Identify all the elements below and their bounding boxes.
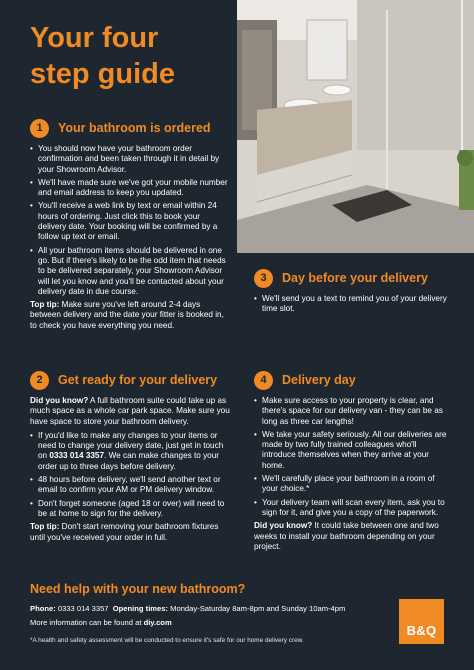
list-item: • You should now have your bathroom order confirmation and been taken through it in detail by your Showroom Advisor. (30, 144, 230, 175)
more-info-text: More information can be found at (30, 618, 144, 627)
step-2 (30, 370, 230, 546)
website-link[interactable]: diy.com (143, 618, 172, 627)
step-1-number: 1 (30, 119, 49, 138)
did-you-know-label: Did you know? (30, 396, 89, 405)
help-phone[interactable]: 0333 014 3357 (55, 604, 109, 613)
list-item: • We'll have made sure we've got your mobile number and email address to keep you updated. (30, 178, 230, 199)
phone-number[interactable]: 0333 014 3357 (49, 451, 105, 461)
step-3 (254, 268, 449, 318)
did-you-know-label: Did you know? (254, 521, 313, 531)
step-2-number: 2 (30, 371, 49, 390)
list-item: • We take your safety seriously. All our deliveries are made by two fully trained colleagues who'll introduce themselves when they arrive at your home. (254, 430, 449, 471)
tip-label: Top tip: (30, 300, 60, 310)
contact-line (30, 603, 345, 614)
logo-text: B&Q (406, 623, 437, 638)
bathroom-photo (237, 0, 474, 253)
page-title (30, 20, 230, 92)
step-1-header (30, 118, 230, 138)
tip-text: Make sure you've left around 2-4 days between delivery and the date your fitter is booked in, to check you have everything you need. (30, 300, 224, 330)
step-3-number: 3 (254, 269, 273, 288)
tip-label: Top tip: (30, 522, 60, 532)
step-1 (30, 118, 230, 334)
step-2-list (30, 431, 230, 519)
outro-text: It could take between one and two weeks to install your bathroom depending on your project. (254, 521, 439, 551)
list-item: • All your bathroom items should be delivered in one go. But if there's likely to be the odd item that needs to be delivered separately, your Showroom Advisor will let you know and you'll be contacted about your delivery date in due course. (30, 246, 230, 297)
step-4-list (254, 396, 449, 518)
hours-label: Opening times: (112, 604, 169, 613)
step-4-header (254, 370, 449, 390)
title-line-1: Your four (30, 22, 159, 54)
bq-logo (399, 599, 444, 644)
list-item (30, 431, 230, 472)
step-3-list (254, 294, 449, 315)
step-2-intro (30, 396, 230, 427)
step-4-outro (254, 521, 449, 552)
step-4 (254, 370, 449, 555)
more-info-line (30, 617, 172, 628)
list-item: • 48 hours before delivery, we'll send another text or email to confirm your AM or PM delivery window. (30, 475, 230, 496)
text: . We can make changes to your order up to three days before delivery. (38, 451, 220, 471)
step-2-title: Get ready for your delivery (58, 373, 218, 387)
phone-label: Phone: (30, 604, 56, 613)
list-item: • You'll receive a web link by text or email within 24 hours of ordering. Just click this to book your delivery date. Your booking will be confirmed by a follow up text or email. (30, 201, 230, 242)
step-2-header (30, 370, 230, 390)
step-1-title: Your bathroom is ordered (58, 121, 211, 135)
text: If you'd like to make any changes to your items or need to change your delivery date, just get in touch on (38, 430, 224, 461)
step-4-title: Delivery day (282, 373, 356, 387)
step-2-tip (30, 522, 230, 543)
help-title: Need help with your new bathroom? (30, 582, 246, 596)
step-4-number: 4 (254, 371, 273, 390)
step-3-title: Day before your delivery (282, 271, 428, 285)
list-item: • Don't forget someone (aged 18 or over) will need to be at home to sign for the delivery. (30, 499, 230, 520)
step-3-header (254, 268, 449, 288)
opening-hours: Monday-Saturday 8am-8pm and Sunday 10am-4pm (168, 604, 346, 613)
footnote: *A health and safety assessment will be conducted to ensure it's safe for our home delivery crew. (30, 637, 304, 644)
list-item: • Your delivery team will scan every item, ask you to sign for it, and give you a copy of the paperwork. (254, 498, 449, 519)
title-line-2: step guide (30, 58, 176, 90)
list-item: • We'll send you a text to remind you of your delivery time slot. (254, 294, 449, 315)
list-item: • We'll carefully place your bathroom in a room of your choice.* (254, 474, 449, 495)
list-item: • Make sure access to your property is clear, and there's space for our delivery van - they can be as long as three car lengths! (254, 396, 449, 427)
step-1-list (30, 144, 230, 297)
tip-text: Don't start removing your bathroom fixtures until you've received your order in full. (30, 522, 219, 542)
step-1-tip (30, 300, 230, 331)
intro-text: A full bathroom suite could take up as much space as a whole car park space. Make sure you have space to store your bathroom delivery. (30, 396, 230, 426)
